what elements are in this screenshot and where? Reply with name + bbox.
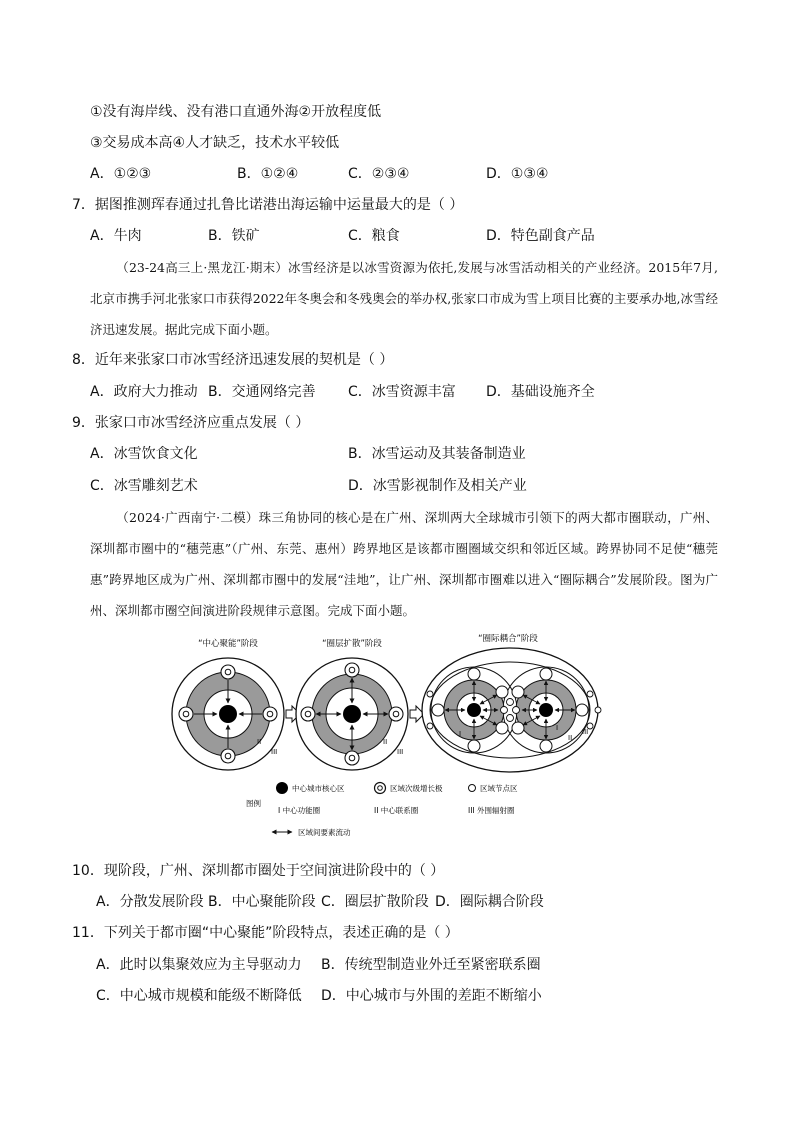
q11-stem: 11．下列关于都市圈“中心聚能”阶段特点，表述正确的是（ ）	[72, 925, 459, 941]
stage2-ring2-label: II	[383, 738, 388, 746]
q9-option-b: B．冰雪运动及其装备制造业	[348, 446, 526, 462]
stage2-diagram	[296, 658, 408, 770]
q6-option-c: C．②③④	[348, 166, 410, 182]
passage-ice-snow	[90, 252, 718, 345]
figure-legend	[246, 782, 518, 837]
q11-option-a: A．此时以集聚效应为主导驱动力	[96, 957, 302, 973]
q7-option-c: C．粮食	[348, 228, 400, 244]
stage1-title: “中心聚能”阶段	[198, 639, 258, 649]
stage1-ring3-label: III	[271, 748, 278, 756]
stage3-ring2-label: II	[568, 734, 573, 742]
legend-growth-pole-label: 区域次级增长极	[390, 784, 443, 793]
q8-option-d: D．基础设施齐全	[486, 384, 595, 400]
q9-stem: 9．张家口市冰雪经济应重点发展（ ）	[72, 415, 310, 431]
q8-option-a: A．政府大力推动	[90, 384, 198, 400]
q10-stem: 10．现阶段，广州、深圳都市圈处于空间演进阶段中的（ ）	[72, 863, 445, 879]
passage-metro-area	[90, 502, 718, 626]
q9-option-d: D．冰雪影视制作及相关产业	[348, 478, 527, 494]
metro-stage-figure	[168, 630, 628, 845]
stage3-diagram	[422, 648, 601, 772]
q10-option-a: A．分散发展阶段	[96, 894, 204, 910]
q8-stem: 8．近年来张家口市冰雪经济迅速发展的契机是（ ）	[72, 352, 394, 368]
q8-option-c: C．冰雪资源丰富	[348, 384, 456, 400]
stage3-ring3-label: III	[582, 728, 589, 736]
stage2-title: “圈层扩散”阶段	[322, 639, 382, 649]
stage2-ring3-label: III	[397, 748, 404, 756]
legend-node-label: 区域节点区	[480, 784, 518, 793]
q9-option-a: A．冰雪饮食文化	[90, 446, 198, 462]
passage-ice-snow-text: （23-24高三上·黑龙江·期末）冰雪经济是以冰雪资源为依托,发展与冰雪活动相关的产业经济。2015年7月,北京市携手河北张家口市获得2022年冬奥会和冬残奥会的举办权,张家口市成为雪上项目比赛的主要承办地,冰雪经济迅速发展。据此完成下面小题。	[90, 260, 718, 337]
legend-node-symbol	[469, 785, 476, 792]
passage-metro-area-text: （2024·广西南宁·二模）珠三角协同的核心是在广州、深圳两大全球城市引领下的两大都市圈联动，广州、深圳都市圈中的“穗莞惠”（广州、东莞、惠州）跨界地区是该都市圈圈域交织和邻近区域。跨界协同不足使“穗莞惠”跨界地区成为广州、深圳都市圈中的发展“洼地”，让广州、深圳都市圈难以进入“圈际耦合”发展阶段。图为广州、深圳都市圈空间演进阶段规律示意图。完成下面小题。	[90, 510, 718, 618]
stage1-diagram	[172, 658, 284, 770]
q7-option-a: A．牛肉	[90, 228, 142, 244]
q6-statement-2: ③交易成本高④人才缺乏，技术水平较低	[90, 135, 340, 151]
q6-option-d: D．①③④	[486, 166, 549, 182]
q8-option-b: B．交通网络完善	[208, 384, 316, 400]
q6-option-b: B．①②④	[237, 166, 299, 182]
q10-option-c: C．圈层扩散阶段	[321, 894, 429, 910]
q7-option-b: B．铁矿	[208, 228, 260, 244]
q6-option-a: A．①②③	[90, 166, 152, 182]
legend-ring1-label: I 中心功能圈	[278, 806, 321, 815]
stage1-ring2-label: II	[257, 738, 262, 746]
q6-statement-1: ①没有海岸线、没有港口直通外海②开放程度低	[90, 104, 382, 120]
q11-option-c: C．中心城市规模和能级不断降低	[96, 988, 302, 1004]
q9-option-c: C．冰雪雕刻艺术	[90, 478, 198, 494]
legend-ring3-label: III 外围辐射圈	[468, 806, 515, 815]
legend-core-label: 中心城市核心区	[292, 784, 345, 793]
q10-option-d: D．圈际耦合阶段	[435, 894, 544, 910]
q11-option-d: D．中心城市与外围的差距不断缩小	[321, 988, 542, 1004]
stage3-left-ring1-label: I	[459, 730, 462, 738]
q7-option-d: D．特色副食产品	[486, 228, 595, 244]
stage3-title: “圈际耦合”阶段	[478, 634, 538, 644]
legend-ring2-label: II 中心联系圈	[374, 806, 419, 815]
q11-option-b: B．传统型制造业外迁至紧密联系圈	[321, 957, 541, 973]
legend-title: 图例	[246, 799, 261, 808]
stage3-ring1-label: I	[556, 724, 559, 732]
q10-option-b: B．中心聚能阶段	[208, 894, 316, 910]
q7-stem: 7．据图推测珲春通过扎鲁比诺港出海运输中运量最大的是（ ）	[72, 197, 464, 213]
legend-core-symbol	[276, 782, 288, 794]
legend-flow-label: 区域间要素流动	[298, 828, 351, 837]
